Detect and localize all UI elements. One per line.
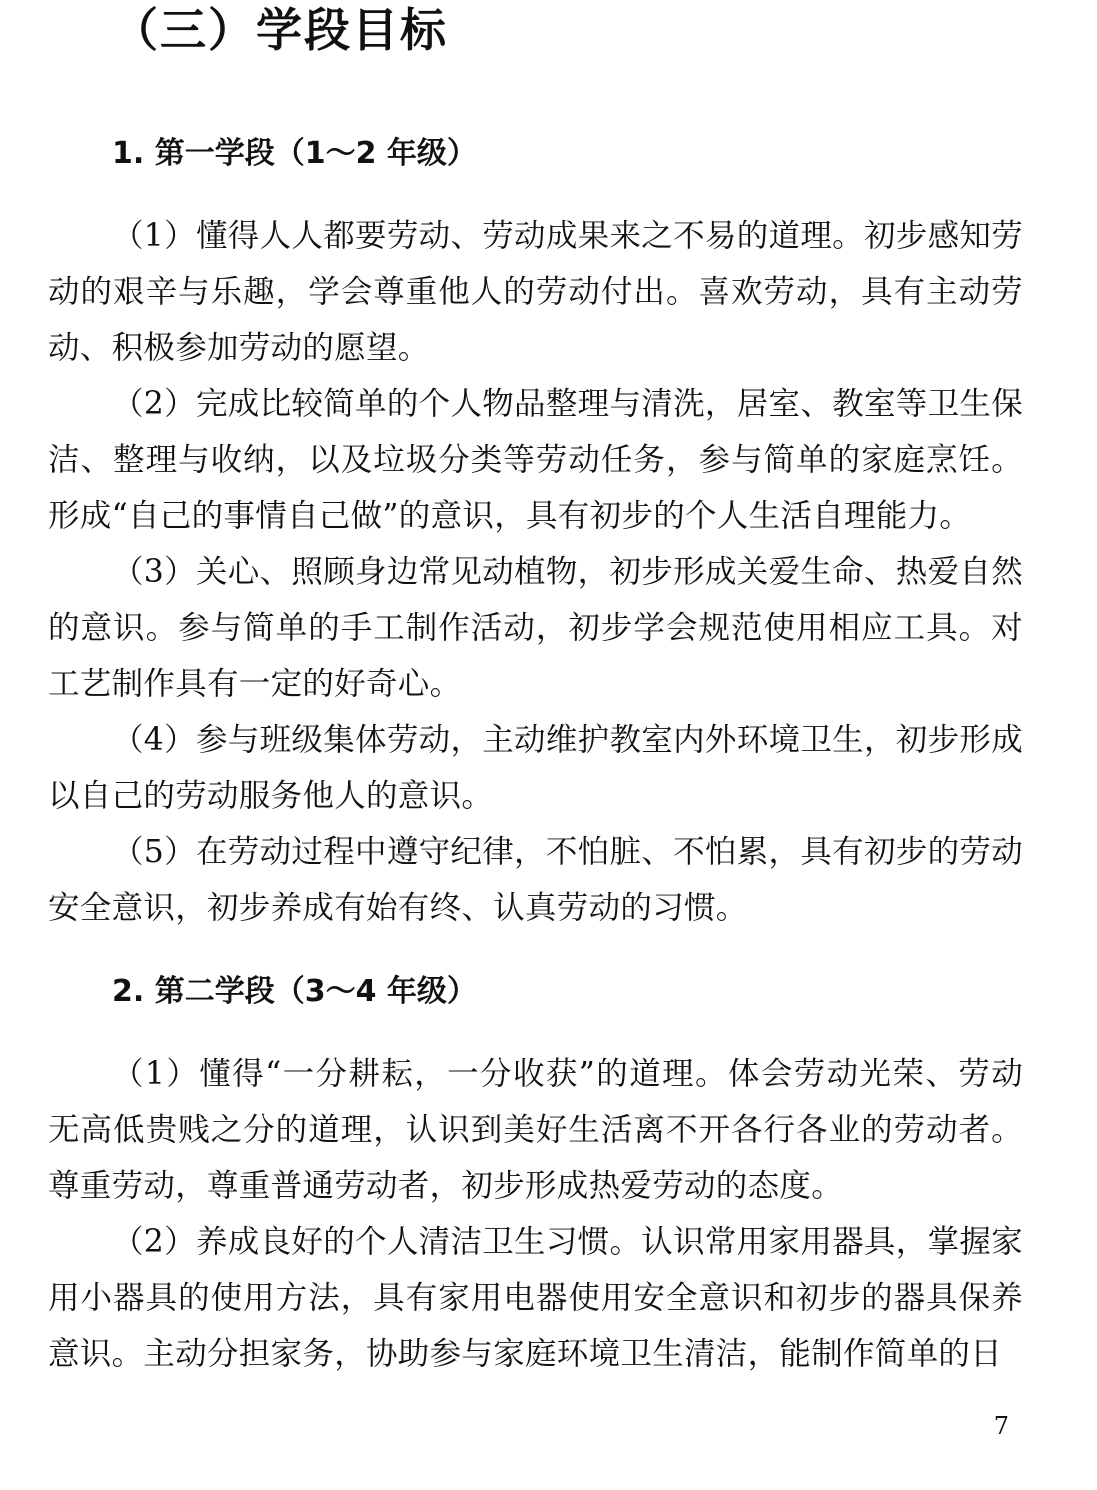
- paragraph: （4）参与班级集体劳动，主动维护教室内外环境卫生，初步形成以自己的劳动服务他人的意识。: [48, 722, 1023, 814]
- page-number: 7: [993, 1412, 1009, 1440]
- section-heading-stage-2: 2. 第二学段（3～4 年级）: [112, 974, 477, 1009]
- paragraph: （2）养成良好的个人清洁卫生习惯。认识常用家用器具，掌握家用小器具的使用方法，具有家用电器使用安全意识和初步的器具保养意识。主动分担家务，协助参与家庭环境卫生清洁，能制作简单的日: [48, 1224, 1023, 1372]
- paragraph: （3）关心、照顾身边常见动植物，初步形成关爱生命、热爱自然的意识。参与简单的手工制作活动，初步学会规范使用相应工具。对工艺制作具有一定的好奇心。: [48, 554, 1023, 702]
- paragraph: （2）完成比较简单的个人物品整理与清洗，居室、教室等卫生保洁、整理与收纳，以及垃圾分类等劳动任务，参与简单的家庭烹饪。形成“自己的事情自己做”的意识，具有初步的个人生活自理能力。: [48, 386, 1023, 534]
- paragraph: （1）懂得人人都要劳动、劳动成果来之不易的道理。初步感知劳动的艰辛与乐趣，学会尊重他人的劳动付出。喜欢劳动，具有主动劳动、积极参加劳动的愿望。: [48, 218, 1023, 366]
- section-heading-stage-1: 1. 第一学段（1～2 年级）: [112, 136, 477, 171]
- paragraph: （5）在劳动过程中遵守纪律，不怕脏、不怕累，具有初步的劳动安全意识，初步养成有始有终、认真劳动的习惯。: [48, 834, 1023, 926]
- paragraph: （1）懂得“一分耕耘，一分收获”的道理。体会劳动光荣、劳动无高低贵贱之分的道理，认识到美好生活离不开各行各业的劳动者。尊重劳动，尊重普通劳动者，初步形成热爱劳动的态度。: [48, 1056, 1023, 1204]
- chapter-title: （三）学段目标: [112, 3, 448, 57]
